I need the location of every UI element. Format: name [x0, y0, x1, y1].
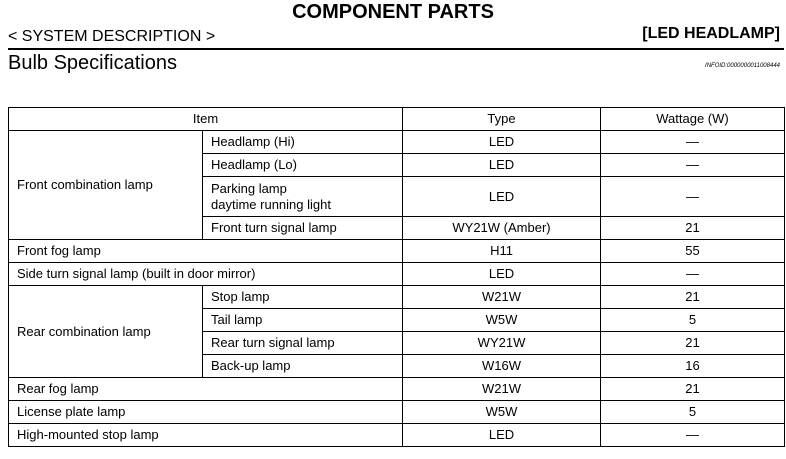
wattage-cell: 21 — [601, 378, 785, 401]
bulb-spec-table — [8, 107, 785, 447]
group-rear-combination: Rear combination lamp — [9, 286, 203, 378]
type-cell: LED — [403, 263, 601, 286]
type-cell: LED — [403, 131, 601, 154]
section-label: < SYSTEM DESCRIPTION > — [8, 28, 216, 45]
type-cell: LED — [403, 424, 601, 447]
sub-item: Back-up lamp — [203, 355, 403, 378]
sub-item: Tail lamp — [203, 309, 403, 332]
info-id: INFOID:0000000011008444 — [705, 63, 780, 69]
sub-item-line: daytime running light — [211, 196, 331, 212]
item-cell: Rear fog lamp — [9, 378, 403, 401]
type-cell: LED — [403, 177, 601, 217]
type-cell: W16W — [403, 355, 601, 378]
type-cell: W5W — [403, 309, 601, 332]
sub-item-line: Parking lamp — [211, 180, 287, 196]
wattage-cell: — — [601, 263, 785, 286]
wattage-cell: — — [601, 177, 785, 217]
header-type: Type — [403, 108, 601, 131]
wattage-cell: 5 — [601, 309, 785, 332]
sub-item: Stop lamp — [203, 286, 403, 309]
type-cell: LED — [403, 154, 601, 177]
table-row — [9, 424, 785, 447]
table-row — [9, 378, 785, 401]
item-cell: Front fog lamp — [9, 240, 403, 263]
table-row — [9, 131, 785, 154]
type-cell: W5W — [403, 401, 601, 424]
sub-item: Headlamp (Lo) — [203, 154, 403, 177]
table-row — [9, 263, 785, 286]
type-cell: WY21W (Amber) — [403, 217, 601, 240]
type-cell: W21W — [403, 286, 601, 309]
wattage-cell: — — [601, 131, 785, 154]
wattage-cell: 5 — [601, 401, 785, 424]
table-row — [9, 401, 785, 424]
item-cell: High-mounted stop lamp — [9, 424, 403, 447]
header-wattage: Wattage (W) — [601, 108, 785, 131]
sub-item: Rear turn signal lamp — [203, 332, 403, 355]
wattage-cell: 16 — [601, 355, 785, 378]
wattage-cell: 21 — [601, 332, 785, 355]
header-item: Item — [9, 108, 403, 131]
table-row — [9, 240, 785, 263]
header-divider — [8, 48, 784, 50]
sub-item — [203, 177, 403, 217]
table-header-row — [9, 108, 785, 131]
wattage-cell: 21 — [601, 286, 785, 309]
wattage-cell: 21 — [601, 217, 785, 240]
type-cell: H11 — [403, 240, 601, 263]
sub-item: Headlamp (Hi) — [203, 131, 403, 154]
page-title: Bulb Specifications — [8, 52, 177, 74]
type-cell: W21W — [403, 378, 601, 401]
item-cell: License plate lamp — [9, 401, 403, 424]
type-cell: WY21W — [403, 332, 601, 355]
wattage-cell: — — [601, 154, 785, 177]
group-front-combination: Front combination lamp — [9, 131, 203, 240]
wattage-cell: 55 — [601, 240, 785, 263]
table-row — [9, 286, 785, 309]
item-cell: Side turn signal lamp (built in door mirror) — [9, 263, 403, 286]
wattage-cell: — — [601, 424, 785, 447]
system-tag: [LED HEADLAMP] — [642, 25, 780, 42]
sub-item: Front turn signal lamp — [203, 217, 403, 240]
document-header-title: COMPONENT PARTS — [292, 1, 494, 23]
